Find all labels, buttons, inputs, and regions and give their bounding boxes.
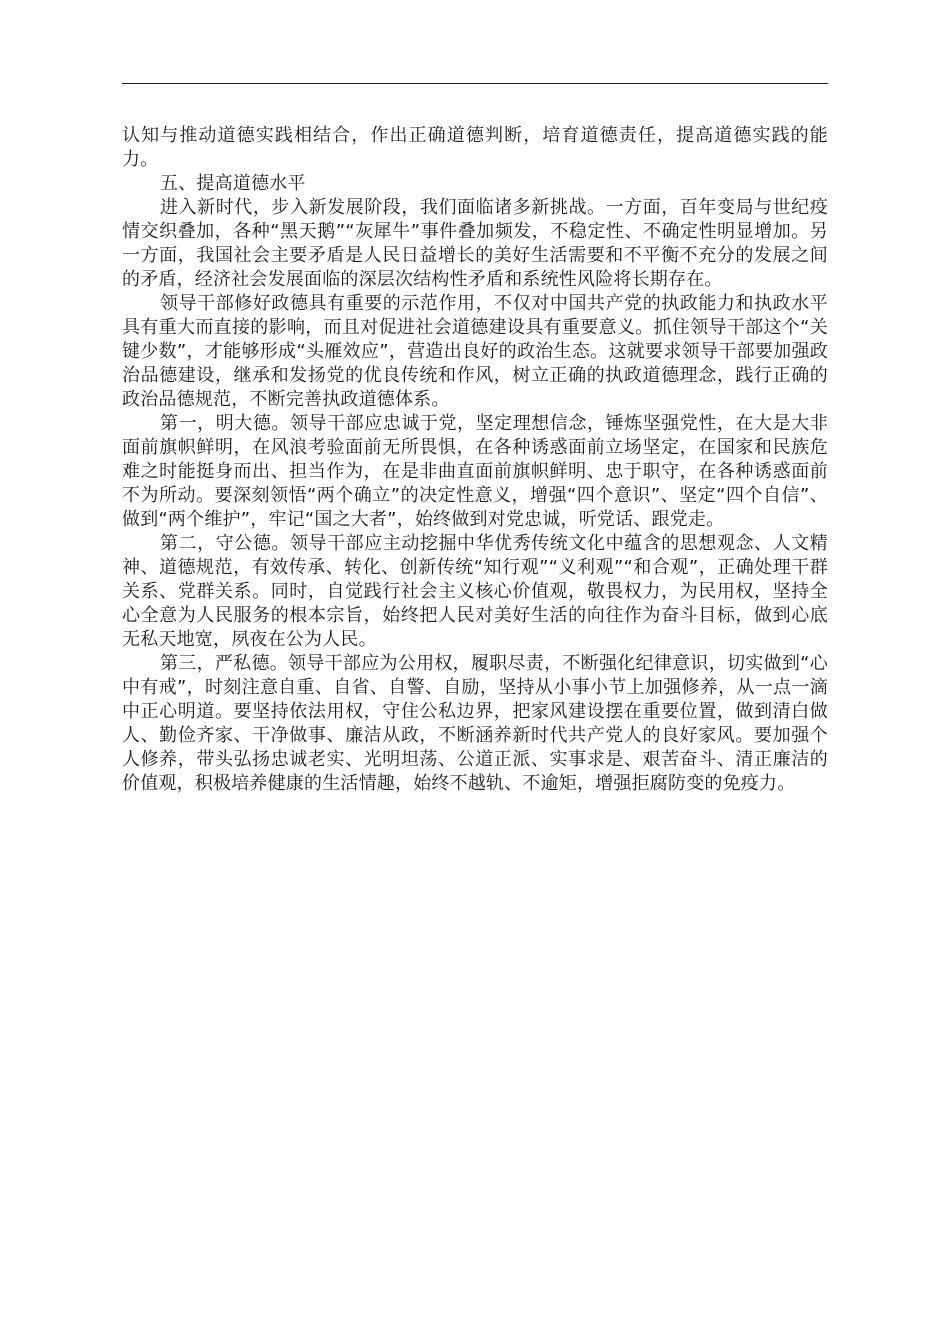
paragraph: 领导干部修好政德具有重要的示范作用，不仅对中国共产党的执政能力和执政水平具有重大而直接的影响，而且对促进社会道德建设具有重要意义。抓住领导干部这个“关键少数”，才能够形成“头雁效应”，营造出良好的政治生态。这就要求领导干部要加强政治品德建设，继承和发扬党的优良传统和作风，树立正确的执政道德理念，践行正确的政治品德规范，不断完善执政道德体系。 [122,293,828,410]
paragraph-continuation: 认知与推动道德实践相结合，作出正确道德判断，培育道德责任，提高道德实践的能力。 [122,125,828,170]
paragraph: 进入新时代，步入新发展阶段，我们面临诸多新挑战。一方面，百年变局与世纪疫情交织叠加，各种“黑天鹅”“灰犀牛”事件叠加频发，不稳定性、不确定性明显增加。另一方面，我国社会主要矛盾是人民日益增长的美好生活需要和不平衡不充分的发展之间的矛盾，经济社会发展面临的深层次结构性矛盾和系统性风险将长期存在。 [122,197,828,290]
section-heading: 五、提高道德水平 [160,173,306,194]
paragraph: 第一，明大德。领导干部应忠诚于党，坚定理想信念，锤炼坚强党性，在大是大非面前旗帜鲜明，在风浪考验面前无所畏惧，在各种诱惑面前立场坚定，在国家和民族危难之时能挺身而出、担当作为，在是非曲直面前旗帜鲜明、忠于职守，在各种诱惑面前不为所动。要深刻领悟“两个确立”的决定性意义，增强“四个意识”、坚定“四个自信”、做到“两个维护”，牢记“国之大者”，始终做到对党忠诚，听党话、跟党走。 [122,413,828,530]
document-body [122,124,828,796]
paragraph: 第二，守公德。领导干部应主动挖掘中华优秀传统文化中蕴含的思想观念、人文精神、道德规范，有效传承、转化、创新传统“知行观”“义利观”“和合观”，正确处理干群关系、党群关系。同时，自觉践行社会主义核心价值观，敬畏权力，为民用权，坚持全心全意为人民服务的根本宗旨，始终把人民对美好生活的向往作为奋斗目标，做到心底无私天地宽，夙夜在公为人民。 [122,533,828,650]
header-divider [122,83,828,84]
paragraph: 第三，严私德。领导干部应为公用权，履职尽责，不断强化纪律意识，切实做到“心中有戒”，时刻注意自重、自省、自警、自励，坚持从小事小节上加强修养，从一点一滴中正心明道。要坚持依法用权，守住公私边界，把家风建设摆在重要位置，做到清白做人、勤俭齐家、干净做事、廉洁从政，不断涵养新时代共产党人的良好家风。要加强个人修养，带头弘扬忠诚老实、光明坦荡、公道正派、实事求是、艰苦奋斗、清正廉洁的价值观，积极培养健康的生活情趣，始终不越轨、不逾矩，增强拒腐防变的免疫力。 [122,653,828,794]
